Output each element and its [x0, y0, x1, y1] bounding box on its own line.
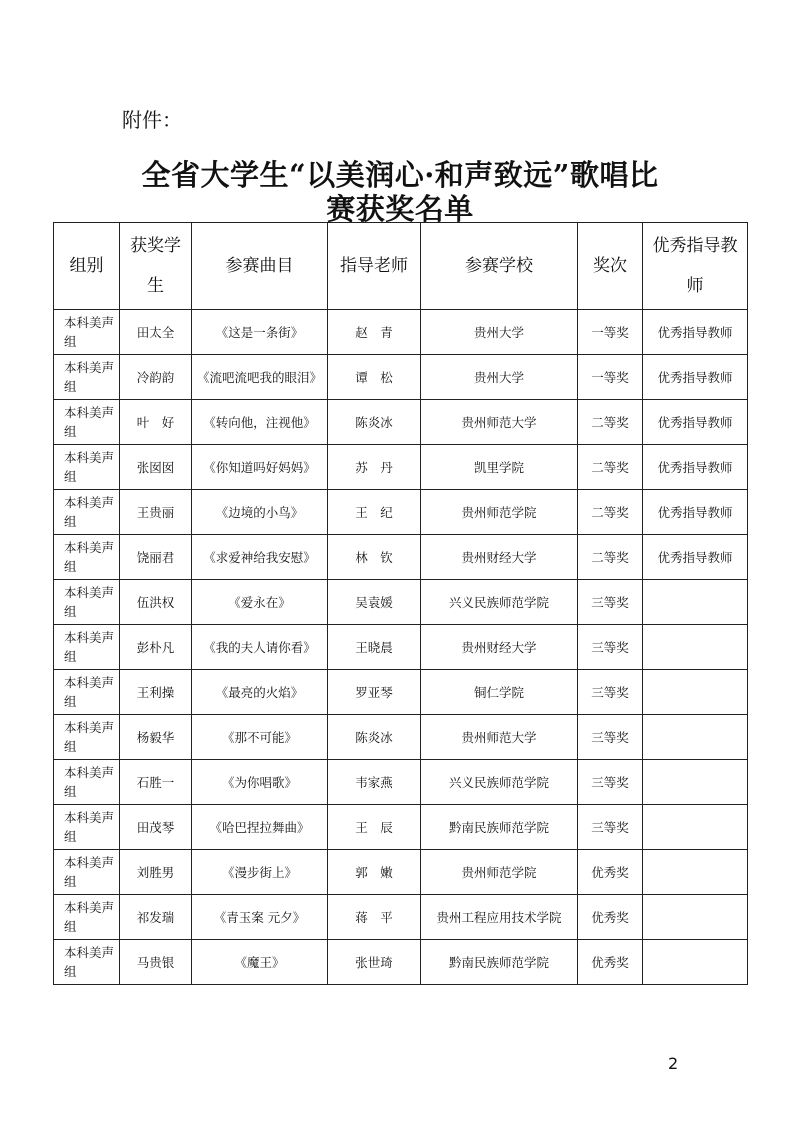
mentor-cell	[643, 670, 748, 715]
award-cell: 一等奖	[578, 310, 643, 355]
table-row	[54, 805, 748, 850]
school-cell: 贵州大学	[421, 355, 578, 400]
table-header-row	[54, 223, 748, 310]
student-cell: 张囡囡	[120, 445, 192, 490]
table-row	[54, 355, 748, 400]
song-cell: 《这是一条街》	[192, 310, 328, 355]
award-cell: 二等奖	[578, 535, 643, 580]
group-cell: 本科美声组	[54, 310, 120, 355]
teacher-cell: 王 纪	[328, 490, 421, 535]
song-cell: 《漫步街上》	[192, 850, 328, 895]
table-row	[54, 490, 748, 535]
school-cell: 贵州师范学院	[421, 490, 578, 535]
school-cell: 贵州财经大学	[421, 535, 578, 580]
student-cell: 田太全	[120, 310, 192, 355]
award-cell: 三等奖	[578, 805, 643, 850]
teacher-cell: 王晓晨	[328, 625, 421, 670]
school-cell: 贵州师范学院	[421, 850, 578, 895]
mentor-cell: 优秀指导教师	[643, 400, 748, 445]
teacher-cell: 罗亚琴	[328, 670, 421, 715]
mentor-cell: 优秀指导教师	[643, 535, 748, 580]
school-cell: 兴义民族师范学院	[421, 760, 578, 805]
mentor-cell	[643, 580, 748, 625]
student-cell: 王贵丽	[120, 490, 192, 535]
mentor-cell: 优秀指导教师	[643, 310, 748, 355]
table-row	[54, 940, 748, 985]
award-cell: 三等奖	[578, 715, 643, 760]
table-row	[54, 850, 748, 895]
mentor-cell	[643, 760, 748, 805]
table-row	[54, 400, 748, 445]
song-cell: 《青玉案 元夕》	[192, 895, 328, 940]
award-cell: 三等奖	[578, 670, 643, 715]
table-row	[54, 895, 748, 940]
student-cell: 王利操	[120, 670, 192, 715]
award-cell: 二等奖	[578, 400, 643, 445]
student-cell: 刘胜男	[120, 850, 192, 895]
student-cell: 叶 好	[120, 400, 192, 445]
award-cell: 三等奖	[578, 625, 643, 670]
song-cell: 《求爱神给我安慰》	[192, 535, 328, 580]
mentor-cell	[643, 895, 748, 940]
teacher-cell: 张世琦	[328, 940, 421, 985]
student-cell: 冷韵韵	[120, 355, 192, 400]
group-cell: 本科美声组	[54, 535, 120, 580]
song-cell: 《为你唱歌》	[192, 760, 328, 805]
column-header: 优秀指导教师	[643, 223, 748, 310]
student-cell: 饶丽君	[120, 535, 192, 580]
song-cell: 《哈巴捏拉舞曲》	[192, 805, 328, 850]
student-cell: 彭朴凡	[120, 625, 192, 670]
teacher-cell: 蒋 平	[328, 895, 421, 940]
award-cell: 二等奖	[578, 490, 643, 535]
song-cell: 《转向他，注视他》	[192, 400, 328, 445]
mentor-cell	[643, 940, 748, 985]
teacher-cell: 陈炎冰	[328, 715, 421, 760]
column-header: 组别	[54, 223, 120, 310]
table-row	[54, 535, 748, 580]
mentor-cell: 优秀指导教师	[643, 490, 748, 535]
teacher-cell: 赵 青	[328, 310, 421, 355]
table-row	[54, 670, 748, 715]
school-cell: 贵州师范大学	[421, 400, 578, 445]
song-cell: 《最亮的火焰》	[192, 670, 328, 715]
group-cell: 本科美声组	[54, 805, 120, 850]
mentor-cell	[643, 715, 748, 760]
column-header: 奖次	[578, 223, 643, 310]
teacher-cell: 谭 松	[328, 355, 421, 400]
title-line-2: 赛获奖名单	[326, 192, 474, 226]
title-line-1: 全省大学生“以美润心·和声致远”歌唱比	[141, 158, 659, 192]
group-cell: 本科美声组	[54, 895, 120, 940]
table-row	[54, 580, 748, 625]
award-cell: 优秀奖	[578, 940, 643, 985]
song-cell: 《边境的小鸟》	[192, 490, 328, 535]
column-header: 参赛学校	[421, 223, 578, 310]
school-cell: 黔南民族师范学院	[421, 805, 578, 850]
teacher-cell: 郭 嫩	[328, 850, 421, 895]
mentor-cell	[643, 850, 748, 895]
song-cell: 《你知道吗好妈妈》	[192, 445, 328, 490]
teacher-cell: 陈炎冰	[328, 400, 421, 445]
school-cell: 铜仁学院	[421, 670, 578, 715]
group-cell: 本科美声组	[54, 445, 120, 490]
mentor-cell	[643, 805, 748, 850]
song-cell: 《那不可能》	[192, 715, 328, 760]
table-body	[54, 310, 748, 985]
column-header: 获奖学生	[120, 223, 192, 310]
award-cell: 三等奖	[578, 760, 643, 805]
school-cell: 贵州财经大学	[421, 625, 578, 670]
award-table	[53, 222, 748, 985]
school-cell: 兴义民族师范学院	[421, 580, 578, 625]
table-row	[54, 715, 748, 760]
teacher-cell: 苏 丹	[328, 445, 421, 490]
document-title	[60, 158, 740, 226]
school-cell: 贵州师范大学	[421, 715, 578, 760]
group-cell: 本科美声组	[54, 715, 120, 760]
school-cell: 黔南民族师范学院	[421, 940, 578, 985]
school-cell: 贵州工程应用技术学院	[421, 895, 578, 940]
award-cell: 优秀奖	[578, 895, 643, 940]
student-cell: 石胜一	[120, 760, 192, 805]
teacher-cell: 王 辰	[328, 805, 421, 850]
award-cell: 一等奖	[578, 355, 643, 400]
award-cell: 三等奖	[578, 580, 643, 625]
group-cell: 本科美声组	[54, 850, 120, 895]
award-cell: 优秀奖	[578, 850, 643, 895]
group-cell: 本科美声组	[54, 760, 120, 805]
table-row	[54, 760, 748, 805]
student-cell: 祁发瑞	[120, 895, 192, 940]
group-cell: 本科美声组	[54, 490, 120, 535]
page-number: 2	[668, 1054, 679, 1073]
attachment-label: 附件：	[122, 108, 182, 132]
mentor-cell: 优秀指导教师	[643, 445, 748, 490]
column-header: 指导老师	[328, 223, 421, 310]
school-cell: 凯里学院	[421, 445, 578, 490]
mentor-cell	[643, 625, 748, 670]
student-cell: 田茂琴	[120, 805, 192, 850]
award-cell: 二等奖	[578, 445, 643, 490]
song-cell: 《魔王》	[192, 940, 328, 985]
song-cell: 《流吧流吧我的眼泪》	[192, 355, 328, 400]
teacher-cell: 吴袁媛	[328, 580, 421, 625]
column-header: 参赛曲目	[192, 223, 328, 310]
teacher-cell: 韦家燕	[328, 760, 421, 805]
student-cell: 杨毅华	[120, 715, 192, 760]
group-cell: 本科美声组	[54, 625, 120, 670]
group-cell: 本科美声组	[54, 580, 120, 625]
song-cell: 《爱永在》	[192, 580, 328, 625]
table-row	[54, 445, 748, 490]
table-row	[54, 625, 748, 670]
student-cell: 马贵银	[120, 940, 192, 985]
student-cell: 伍洪权	[120, 580, 192, 625]
group-cell: 本科美声组	[54, 400, 120, 445]
group-cell: 本科美声组	[54, 940, 120, 985]
table-row	[54, 310, 748, 355]
school-cell: 贵州大学	[421, 310, 578, 355]
group-cell: 本科美声组	[54, 670, 120, 715]
teacher-cell: 林 钦	[328, 535, 421, 580]
group-cell: 本科美声组	[54, 355, 120, 400]
song-cell: 《我的夫人请你看》	[192, 625, 328, 670]
mentor-cell: 优秀指导教师	[643, 355, 748, 400]
